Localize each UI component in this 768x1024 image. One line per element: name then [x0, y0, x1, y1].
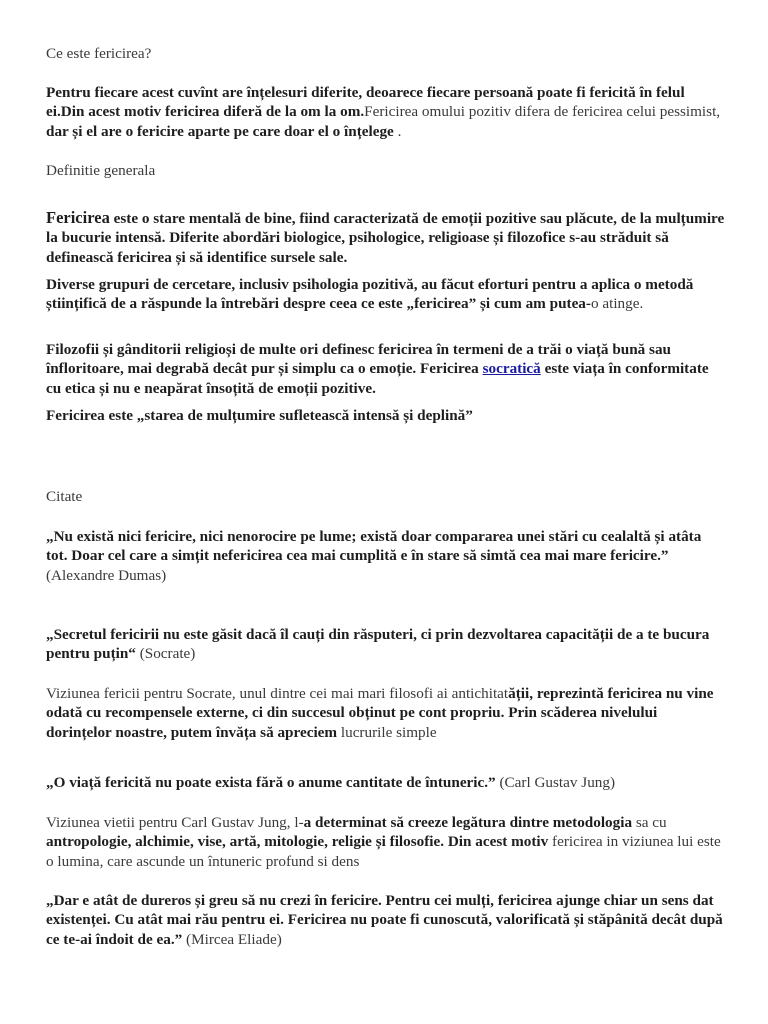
quote-dumas-author: (Alexandre Dumas)	[46, 566, 167, 584]
definition-text-3b: este viața în conformitate cu etica și nu e neapărat însoțită de emoții pozitive.	[46, 360, 709, 397]
quote-socrate	[46, 625, 726, 664]
intro-paragraph	[46, 83, 726, 141]
intro-text-3: Fericirea omului pozitiv difera de fericirea celui pessimist,	[364, 103, 721, 121]
jung-vision-text-c: sa cu	[632, 814, 667, 831]
quote-socrate-author: (Socrate)	[135, 645, 196, 663]
socrate-vision-text-c: lucrurile simple	[337, 723, 437, 741]
intro-text-1: Pentru fiecare acest cuvînt are înțelesuri diferite, deoarece fiecare persoană poate fi fericită în felul ei.	[46, 84, 685, 121]
intro-text-5: .	[393, 122, 402, 140]
socrate-vision-text-b: ății, reprezintă fericirea nu vine odată cu recompensele externe, ci din succesul obținut pe cont propriu. Prin scăderea nivelului dorințelor noastre, putem învăța să apreciem	[46, 685, 714, 741]
definition-paragraph-2	[46, 275, 726, 314]
socratica-link[interactable]: socratică	[482, 360, 541, 378]
definition-paragraph-3	[46, 340, 726, 398]
intro-text-2: Din acest motiv fericirea diferă de la om la om.	[60, 103, 365, 121]
jung-vision-text-b: a determinat să creeze legătura dintre metodologia	[303, 814, 633, 831]
quote-jung-author: (Carl Gustav Jung)	[495, 774, 616, 791]
definition-paragraph-4: Fericirea este „starea de mulțumire sufletească intensă și deplină”	[46, 407, 473, 424]
quote-jung	[46, 773, 726, 792]
fericirea-term: Fericirea	[46, 208, 110, 227]
jung-vision-text-e: fericirea in viziunea lui este o lumina, care ascunde un întuneric profund si dens	[46, 833, 721, 870]
definition-text-1-end: au străduit să definească fericirea și să identifice sursele sale.	[46, 229, 669, 266]
page-title: Ce este fericirea?	[46, 45, 152, 62]
quote-eliade-author: (Mircea Eliade)	[182, 930, 282, 948]
definition-text-1: este o stare mentală de bine, fiind caracterizată de emoții pozitive sau plăcute, de la mulțumire la bucurie intensă. Diferite abordări biologice, psihologice, religioase și filozofice s-	[46, 210, 725, 247]
quote-dumas-text: „Nu există nici fericire, nici nenorocire pe lume; există doar compararea unei stări cu cealaltă și atâta tot. Doar cel care a simțit nefericirea cea mai cumplită e în stare să simtă cea mai mare fericire.”	[46, 528, 702, 565]
quote-socrate-text: „Secretul fericirii nu este găsit dacă îl cauți din răsputeri, ci prin dezvoltarea capacității de a te bucura pentru puțin“	[46, 626, 710, 663]
definition-heading: Definitie generala	[46, 162, 156, 179]
jung-vision-text-d: antropologie, alchimie, vise, artă, mitologie, religie și filosofie. Din acest motiv	[46, 833, 549, 851]
socrate-vision-text-a: Viziunea fericii pentru Socrate, unul dintre cei mai mari filosofi ai antichitat	[46, 685, 509, 702]
quote-eliade-text: „Dar e atât de dureros și greu să nu crezi în fericire. Pentru cei mulți, fericirea ajunge chiar un sens dat existenței. Cu atât mai rău pentru ei. Fericirea nu poate fi cunoscută, valorificată și stăpânită decât după ce te-ai îndoit de ea.”	[46, 892, 723, 948]
intro-text-4: dar și el are o fericire aparte pe care doar el o înțelege	[46, 122, 394, 140]
quote-eliade	[46, 891, 726, 949]
socrate-vision	[46, 684, 726, 742]
definition-text-2-end: o atinge.	[590, 295, 644, 313]
quote-dumas	[46, 527, 726, 585]
definition-text-3a: Filozofii și gânditorii religioși de multe ori definesc fericirea în termeni de a trăi o viață bună sau înfloritoare, mai degrabă decât pur și simplu ca o emoție. Fericirea	[46, 341, 672, 378]
jung-vision	[46, 813, 726, 871]
definition-text-2: Diverse grupuri de cercetare, inclusiv psihologia pozitivă, au făcut eforturi pentru a aplica o metodă științifică de a răspunde la întrebări despre ceea ce este „fericirea” și cum am putea-	[46, 276, 694, 313]
quote-jung-text: „O viață fericită nu poate exista fără o anume cantitate de întuneric.”	[46, 774, 496, 791]
quotes-heading: Citate	[46, 488, 83, 505]
definition-paragraph-1	[46, 208, 726, 267]
jung-vision-text-a: Viziunea vietii pentru Carl Gustav Jung, l-	[46, 814, 304, 831]
